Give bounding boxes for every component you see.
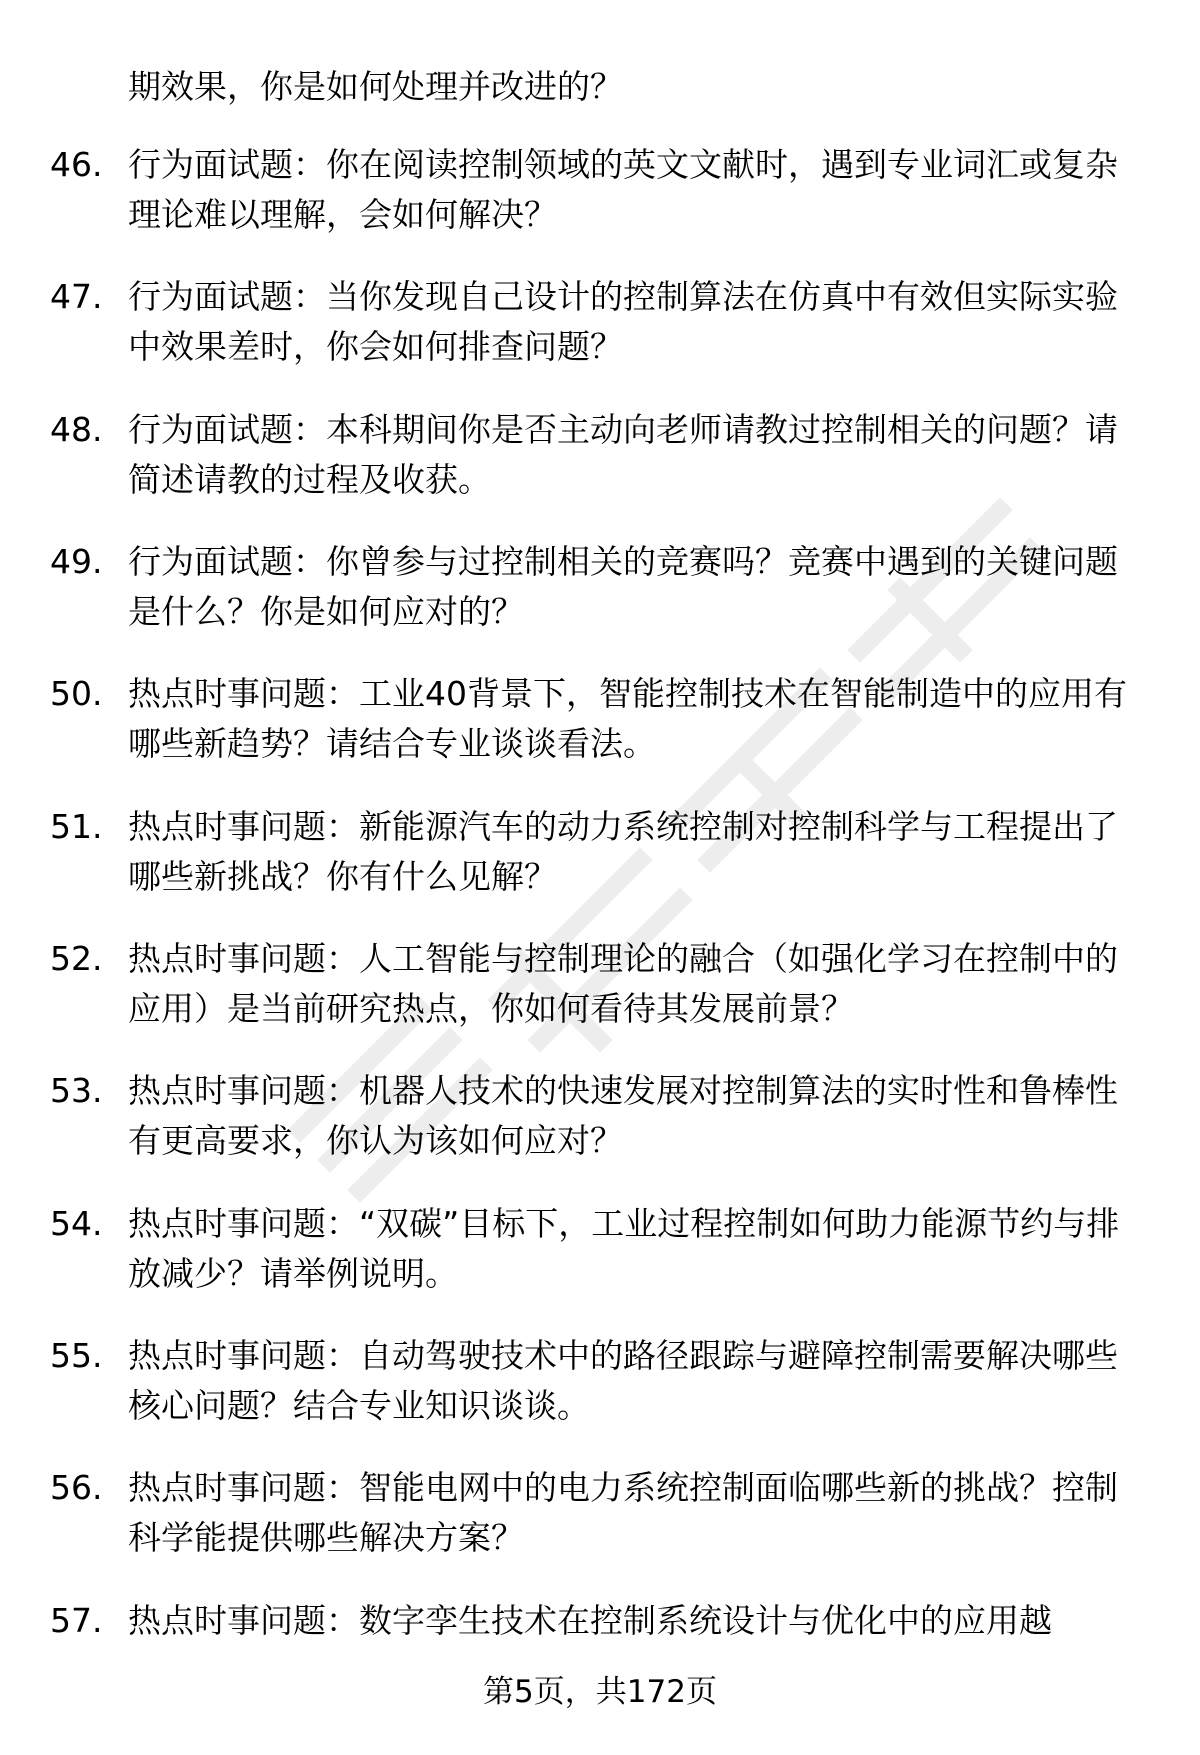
question-number: 55. <box>50 1336 103 1376</box>
question-number: 57. <box>50 1600 103 1640</box>
question-item <box>0 669 1200 787</box>
question-text: 热点时事问题：“双碳”目标下，工业过程控制如何助力能源节约与排放减少？请举例说明。 <box>128 1203 1120 1293</box>
question-text: 行为面试题：当你发现自己设计的控制算法在仿真中有效但实际实验中效果差时，你会如何排查问题？ <box>128 277 1118 367</box>
question-item <box>0 1331 1200 1449</box>
question-item <box>0 802 1200 920</box>
question-item <box>0 1199 1200 1317</box>
question-text: 行为面试题：你在阅读控制领域的英文文献时，遇到专业词汇或复杂理论难以理解，会如何解决？ <box>128 145 1118 234</box>
question-list <box>0 140 1200 1728</box>
question-number: 54. <box>50 1203 103 1243</box>
question-number: 49. <box>50 542 103 582</box>
page-footer: 第5页，共172页 <box>483 1674 717 1710</box>
question-number: 47. <box>50 277 103 317</box>
question-text: 热点时事问题：人工智能与控制理论的融合（如强化学习在控制中的应用）是当前研究热点，你如何看待其发展前景？ <box>128 939 1118 1029</box>
question-item <box>0 1463 1200 1581</box>
question-item <box>0 1066 1200 1184</box>
question-text: 行为面试题：你曾参与过控制相关的竞赛吗？竞赛中遇到的关键问题是什么？你是如何应对的？ <box>128 542 1118 632</box>
question-text: 热点时事问题：智能电网中的电力系统控制面临哪些新的挑战？控制科学能提供哪些解决方案？ <box>128 1468 1118 1558</box>
question-item <box>0 537 1200 655</box>
question-text: 热点时事问题：工业40背景下，智能控制技术在智能制造中的应用有哪些新趋势？请结合专业谈谈看法。 <box>128 674 1127 764</box>
question-item <box>0 405 1200 523</box>
question-text: 行为面试题：本科期间你是否主动向老师请教过控制相关的问题？请简述请教的过程及收获。 <box>128 409 1118 499</box>
question-number: 52. <box>50 939 103 979</box>
question-number: 48. <box>50 409 103 449</box>
question-number: 53. <box>50 1071 103 1111</box>
question-number: 46. <box>50 145 103 184</box>
question-text: 热点时事问题：机器人技术的快速发展对控制算法的实时性和鲁棒性有更高要求，你认为该如何应对？ <box>128 1071 1118 1161</box>
continued-question-text: 期效果，你是如何处理并改进的？ <box>128 67 623 106</box>
question-number: 50. <box>50 674 103 714</box>
question-number: 51. <box>50 806 103 846</box>
question-number: 56. <box>50 1468 103 1508</box>
question-text: 热点时事问题：数字孪生技术在控制系统设计与优化中的应用越 <box>128 1600 1052 1640</box>
question-item <box>0 934 1200 1052</box>
question-item <box>0 140 1200 258</box>
question-text: 热点时事问题：自动驾驶技术中的路径跟踪与避障控制需要解决哪些核心问题？结合专业知识谈谈。 <box>128 1336 1118 1426</box>
question-item <box>0 272 1200 390</box>
question-text: 热点时事问题：新能源汽车的动力系统控制对控制科学与工程提出了哪些新挑战？你有什么见解？ <box>128 806 1118 896</box>
